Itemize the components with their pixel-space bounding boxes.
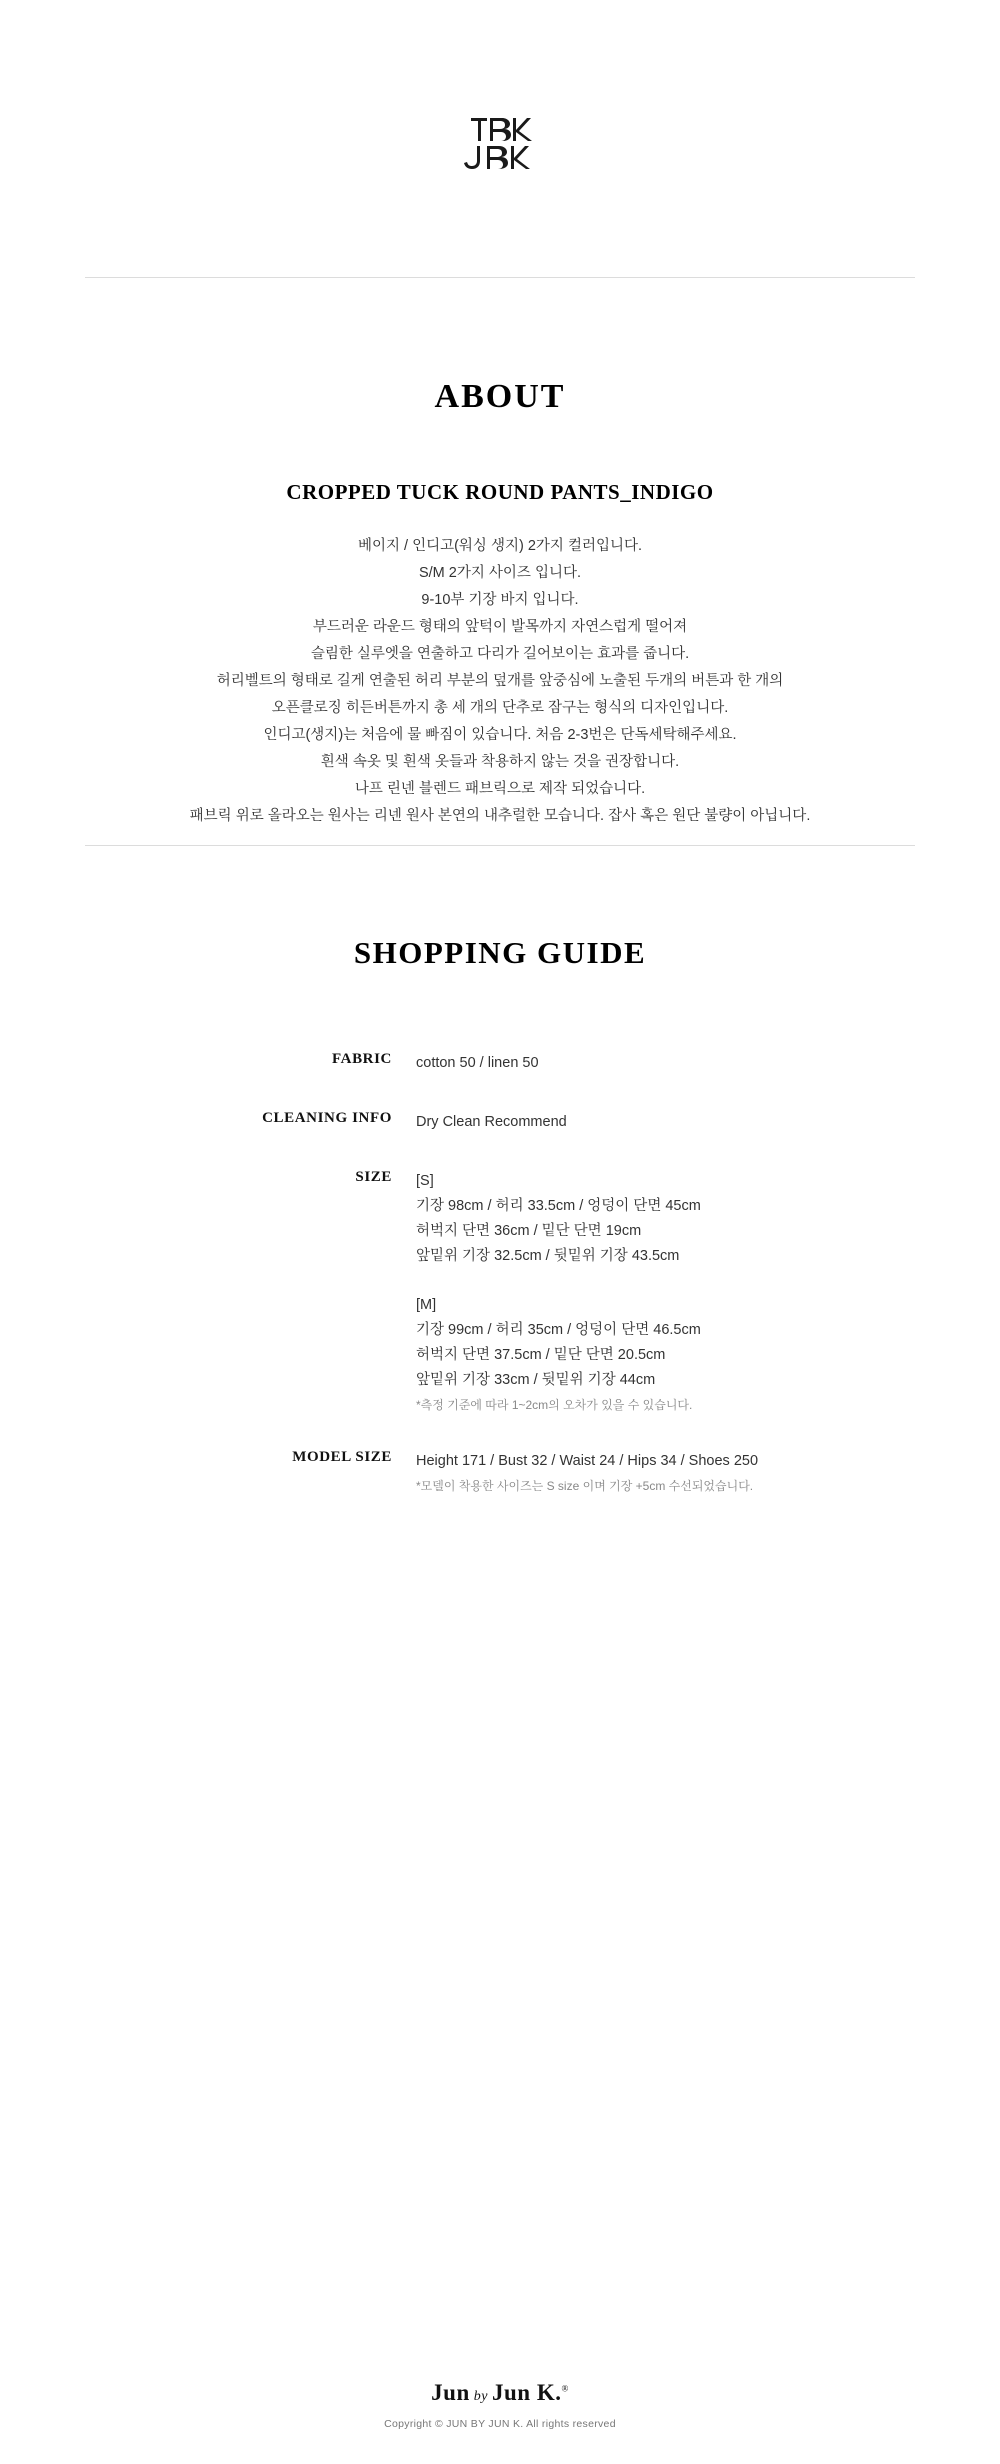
about-line: 9-10부 기장 바지 입니다.: [421, 592, 579, 608]
jbjk-monogram-icon: [463, 112, 537, 172]
copyright-text: Copyright © JUN BY JUN K. All rights reserved: [384, 2418, 616, 2430]
about-line: 오픈클로징 히든버튼까지 총 세 개의 단추로 잠구는 형식의 디자인입니다.: [271, 700, 729, 716]
size-m-line: 앞밑위 기장 33cm / 뒷밑위 기장 44cm: [416, 1372, 656, 1388]
shopping-guide-table: [220, 1051, 780, 1530]
model-size-value: [416, 1449, 780, 1530]
shopping-guide-section: [0, 935, 1000, 1530]
size-m-line: 허벅지 단면 37.5cm / 밑단 단면 20.5cm: [416, 1347, 666, 1363]
fabric-label: FABRIC: [332, 1051, 392, 1067]
model-size-line: Height 171 / Bust 32 / Waist 24 / Hips 34 / Shoes 250: [416, 1453, 759, 1469]
size-m-heading: [M]: [416, 1297, 437, 1313]
shopping-guide-heading: SHOPPING GUIDE: [353, 935, 647, 970]
size-value: [416, 1169, 780, 1449]
size-measure-note: *측정 기준에 따라 1~2cm의 오차가 있을 수 있습니다.: [416, 1398, 693, 1412]
about-line: 나프 린넨 블렌드 패브릭으로 제작 되었습니다.: [354, 781, 646, 797]
model-size-label: MODEL SIZE: [292, 1449, 392, 1465]
about-line: 흰색 속옷 및 흰색 옷들과 착용하지 않는 것을 권장합니다.: [320, 754, 680, 770]
about-line: 패브릭 위로 올라오는 원사는 리넨 원사 본연의 내추럴한 모습니다. 잡사 혹은 원단 불량이 아닙니다.: [189, 808, 811, 824]
cleaning-info-label: CLEANING INFO: [262, 1110, 392, 1126]
table-row: [220, 1169, 780, 1449]
size-m-line: 기장 99cm / 허리 35cm / 엉덩이 단면 46.5cm: [416, 1322, 701, 1338]
table-row: [220, 1051, 780, 1110]
page-footer: [0, 2380, 1000, 2464]
brand-logo: [0, 0, 1000, 177]
cleaning-info-value: Dry Clean Recommend: [416, 1114, 567, 1130]
about-line: 슬림한 실루엣을 연출하고 다리가 길어보이는 효과를 줍니다.: [310, 646, 690, 662]
size-s-heading: [S]: [416, 1173, 434, 1189]
registered-trademark-icon: ®: [561, 2383, 569, 2394]
footer-logo-second: Jun K.: [491, 2380, 562, 2405]
divider-middle: [85, 845, 915, 846]
about-heading: ABOUT: [434, 378, 566, 415]
model-size-note: *모델이 착용한 사이즈는 S size 이며 기장 +5cm 수선되었습니다.: [416, 1479, 754, 1493]
footer-logo-main: Jun: [431, 2380, 470, 2405]
table-row: [220, 1449, 780, 1530]
about-line: 부드러운 라운드 형태의 앞턱이 발목까지 자연스럽게 떨어져: [312, 619, 688, 635]
footer-brand-logo: [0, 2380, 1000, 2406]
about-line: S/M 2가지 사이즈 입니다.: [418, 565, 581, 581]
table-row: [220, 1110, 780, 1169]
fabric-value: cotton 50 / linen 50: [416, 1055, 539, 1071]
about-line: 베이지 / 인디고(워싱 생지) 2가지 컬러입니다.: [357, 538, 643, 554]
about-section: [0, 378, 1000, 830]
size-label: SIZE: [355, 1169, 392, 1185]
about-line: 인디고(생지)는 처음에 물 빠짐이 있습니다. 처음 2-3번은 단독세탁해주세요.: [263, 727, 737, 743]
size-s-line: 기장 98cm / 허리 33.5cm / 엉덩이 단면 45cm: [416, 1198, 701, 1214]
size-s-line: 앞밑위 기장 32.5cm / 뒷밑위 기장 43.5cm: [416, 1248, 680, 1264]
about-line: 허리벨트의 형태로 길게 연출된 허리 부분의 덮개를 앞중심에 노출된 두개의 버튼과 한 개의: [216, 673, 784, 689]
footer-logo-by: by: [473, 2389, 488, 2404]
product-title: CROPPED TUCK ROUND PANTS_INDIGO: [286, 480, 714, 504]
size-s-line: 허벅지 단면 36cm / 밑단 단면 19cm: [416, 1223, 642, 1239]
divider-top: [85, 277, 915, 278]
size-group-m: [416, 1293, 780, 1415]
about-description: [0, 505, 1000, 830]
size-group-s: [416, 1169, 780, 1269]
